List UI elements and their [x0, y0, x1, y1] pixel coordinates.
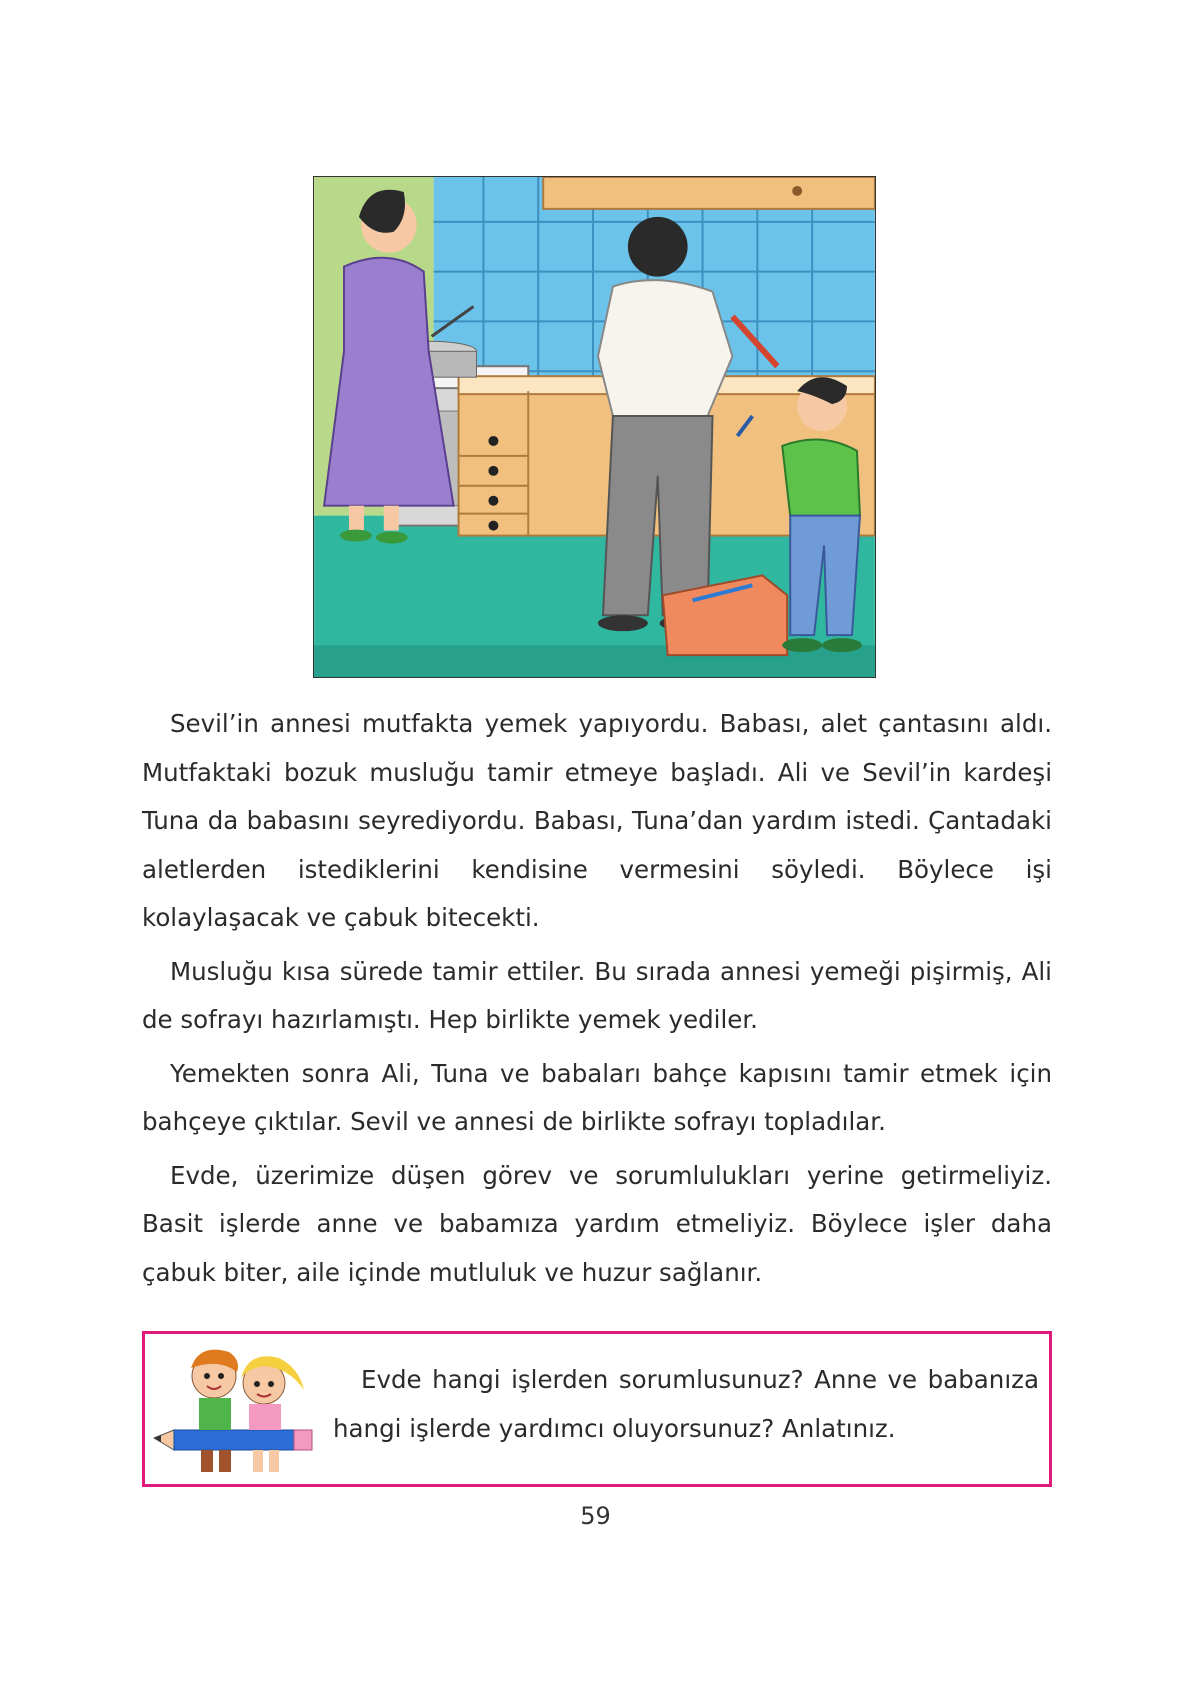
paragraph: Sevil’in annesi mutfakta yemek yapıyordu. Babası, alet çantasını aldı. Mutfaktaki bozuk musluğu tamir etmeye başladı. Ali ve Sevil’in kardeşi Tuna da babasını seyrediyordu. Babası, Tuna’dan yardım istedi. Çantadaki aletlerden istediklerini kendisine vermesini söyledi. Böylece işi kolaylaşacak ve çabuk bitecekti. [142, 709, 1052, 932]
discussion-question [333, 1356, 1039, 1453]
kitchen-illustration [313, 176, 876, 678]
paragraph: Musluğu kısa sürede tamir ettiler. Bu sırada annesi yemeği pişirmiş, Ali de sofrayı hazırlamıştı. Hep birlikte yemek yediler. [142, 956, 1052, 1034]
paragraph: Evde, üzerimize düşen görev ve sorumlulukları yerine getirmeliyiz. Basit işlerde anne ve babamıza yardım etmeliyiz. Böylece işler daha çabuk biter, aile içinde mutluluk ve huzur sağlanır. [142, 1160, 1052, 1287]
story-text [142, 700, 1052, 1302]
paragraph: Yemekten sonra Ali, Tuna ve babaları bahçe kapısını tamir etmek için bahçeye çıktılar. Sevil ve annesi de birlikte sofrayı topladılar. [142, 1058, 1052, 1136]
question-text: Evde hangi işlerden sorumlusunuz? Anne ve babanıza hangi işlerde yardımcı oluyorsunuz? Anlatınız. [333, 1365, 1039, 1443]
page-number: 59 [580, 1502, 611, 1530]
kitchen-repair-illustration-icon [314, 177, 875, 677]
discussion-callout [142, 1331, 1052, 1487]
kids-on-pencil-icon [149, 1338, 319, 1484]
